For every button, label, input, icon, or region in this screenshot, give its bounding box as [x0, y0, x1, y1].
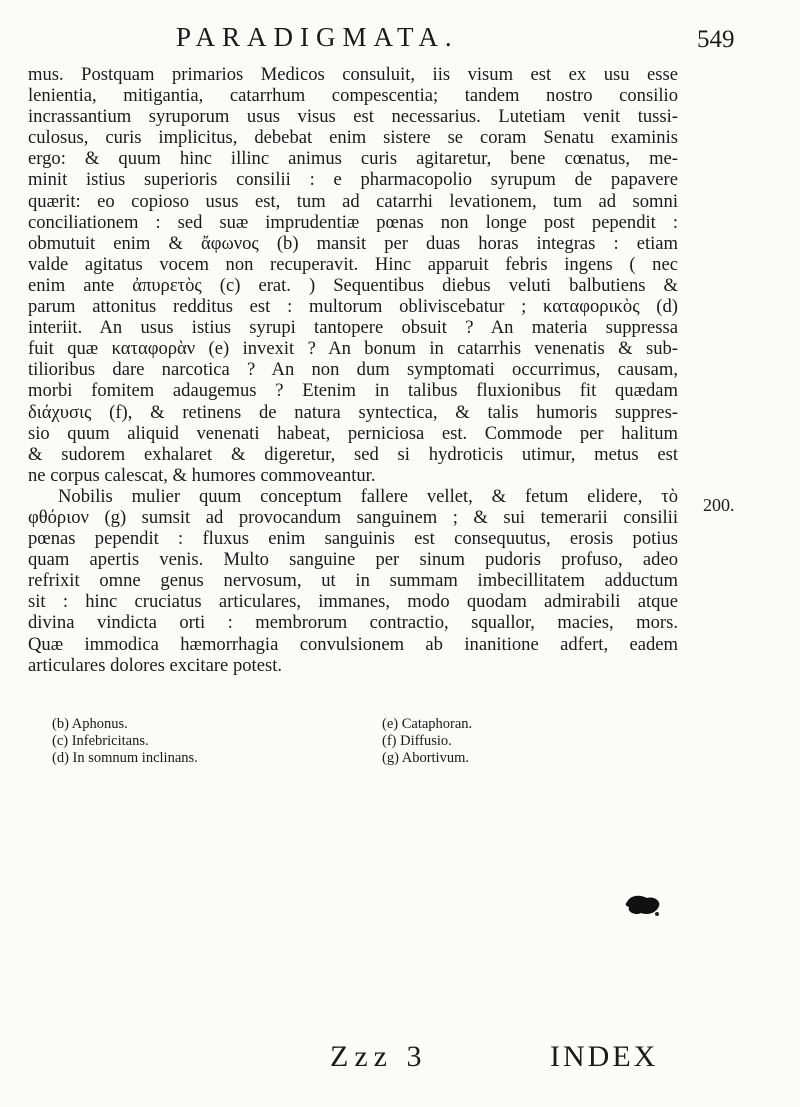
catchword: INDEX — [550, 1040, 659, 1073]
text-line: refrixit omne genus nervosum, ut in summam imbecillitatem adductum — [28, 570, 678, 592]
text-line: enim ante ἀπυρετὸς (c) erat. ) Sequentibus diebus veluti balbutiens & — [28, 274, 678, 296]
text-line: incrassantium syruporum usus visus est necessarius. Lutetiam venit tussi- — [28, 106, 678, 128]
text-line: culosus, curis implicitus, debebat enim sistere se coram Senatu examinis — [28, 127, 678, 149]
text-line: quærit: eo copioso usus est, tum ad catarrhi levationem, tum ad somni — [28, 190, 678, 212]
signature-mark: Zzz 3 — [330, 1040, 428, 1073]
footnote: (d) In somnum inclinans. — [52, 750, 198, 766]
ink-stain — [623, 892, 663, 918]
text-line: Quæ immodica hæmorrhagia convulsionem ab inanitione adfert, eadem — [28, 633, 678, 655]
text-line: & sudorem exhalaret & digeretur, sed si hydroticis utimur, metus est — [28, 443, 678, 465]
text-line: sit : hinc cruciatus articulares, immanes, modo quodam admirabili atque — [28, 591, 678, 613]
footnote: (g) Abortivum. — [382, 750, 469, 766]
text-line: parum attonitus redditus est : multorum obliviscebatur ; καταφορικὸς (d) — [28, 296, 678, 318]
page-title: PARADIGMATA. — [176, 22, 459, 52]
text-line: φθόριον (g) sumsit ad provocandum sanguinem ; & sui temerarii consilii — [28, 506, 678, 528]
text-line: morbi fomitem adaugemus ? Etenim in talibus fluxionibus fit quædam — [28, 380, 678, 402]
text-line: minit istius superioris consilii : e pharmacopolio syrupum de papavere — [28, 169, 678, 191]
text-line: ergo: & quum hinc illinc animus curis agitaretur, bene cœnatus, me- — [28, 148, 678, 170]
footnote: (e) Cataphoran. — [382, 716, 473, 732]
text-line: ne corpus calescat, & humores commoveantur. — [28, 464, 376, 486]
text-line: obmutuit enim & ἄφωνος (b) mansit per duas horas integras : etiam — [28, 232, 678, 254]
footnote: (b) Aphonus. — [52, 716, 128, 732]
text-line: quam apertis venis. Multo sanguine per sinum pudoris profuso, adeo — [28, 549, 678, 571]
main-text — [28, 64, 678, 676]
running-head — [0, 22, 800, 58]
text-line: fuit quæ καταφορὰν (e) invexit ? An bonum in catarrhis venenatis & sub- — [28, 338, 678, 360]
text-line: valde agitatus vocem non recuperavit. Hinc apparuit febris ingens ( nec — [28, 253, 678, 275]
text-line: interiit. An usus istius syrupi tantopere obsuit ? An materia suppressa — [28, 317, 678, 339]
text-line: tilioribus dare narcotica ? An non dum symptomati occurrimus, causam, — [28, 359, 678, 381]
text-line: sio quum aliquid venenati habeat, perniciosa est. Commode per halitum — [28, 422, 678, 444]
footnote: (f) Diffusio. — [382, 733, 452, 749]
margin-note: 200. — [703, 495, 735, 515]
text-line: lenientia, mitigantia, catarrhum compescentia; tandem nostro consilio — [28, 85, 678, 107]
page-number: 549 — [697, 26, 735, 53]
text-line: mus. Postquam primarios Medicos consuluit, iis visum est ex usu esse — [28, 64, 678, 85]
footnote: (c) Infebricitans. — [52, 733, 149, 749]
text-line: conciliationem : sed suæ imprudentiæ pœnas non longe post pependit : — [28, 211, 678, 233]
text-line: διάχυσις (f), & retinens de natura syntectica, & talis humoris suppres- — [28, 401, 678, 423]
footnote-column-left — [52, 716, 198, 767]
text-line: divina vindicta orti : membrorum contractio, squallor, macies, mors. — [28, 612, 678, 634]
footnote-column-right — [382, 716, 472, 767]
text-line: articulares dolores excitare potest. — [28, 654, 283, 676]
text-line: Nobilis mulier quum conceptum fallere vellet, & fetum elidere, τὸ — [58, 485, 678, 507]
text-line: pœnas pependit : fluxus enim sanguinis est consequutus, erosis potius — [28, 528, 678, 550]
